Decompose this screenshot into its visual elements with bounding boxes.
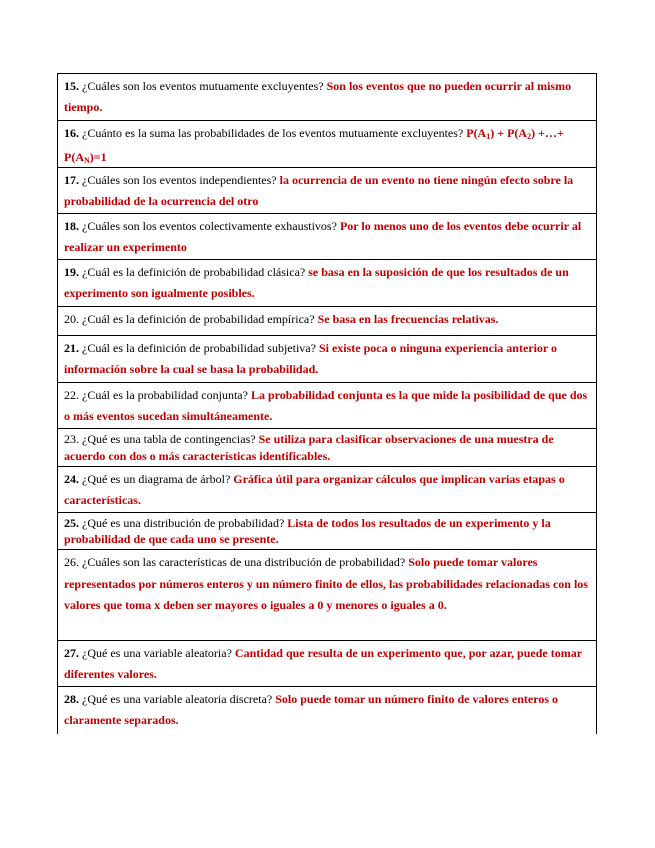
answer-text: Se basa en las frecuencias relativas.	[317, 312, 499, 326]
question-text: ¿Qué es una variable aleatoria discreta?	[82, 692, 273, 706]
question-text: ¿Qué es una tabla de contingencias?	[82, 432, 256, 446]
question-text: ¿Cuáles son las características de una distribución de probabilidad?	[82, 555, 406, 569]
answer-text: Cantidad que resulta de un experimento que, por azar, puede tomar diferentes valores.	[64, 646, 582, 681]
qa-row-19	[57, 260, 597, 307]
answer-text: la ocurrencia de un evento no tiene ningún efecto sobre la probabilidad de la ocurrencia del otro	[64, 173, 574, 208]
qa-row-22	[57, 383, 597, 429]
qa-row-28	[57, 687, 597, 734]
item-number: 23.	[64, 432, 79, 446]
answer-text: Por lo menos uno de los eventos debe ocurrir al realizar un experimento	[64, 219, 582, 254]
question-text: ¿Qué es un diagrama de árbol?	[82, 472, 231, 486]
qa-row-20	[57, 307, 597, 336]
item-number: 25.	[64, 516, 79, 530]
answer-text: se basa en la suposición de que los resultados de un experimento son igualmente posibles.	[64, 265, 569, 300]
qa-row-18	[57, 214, 597, 260]
question-text: ¿Cuáles son los eventos independientes?	[82, 173, 277, 187]
answer-text: Solo puede tomar valores representados por números enteros y un número finito de ellos, las probabilidades relacionadas con los valores que toma x deben ser mayores o iguales a 0 y menores o iguales a 0.	[64, 555, 588, 612]
item-number: 15.	[64, 79, 79, 93]
question-text: ¿Cuáles son los eventos mutuamente excluyentes?	[82, 79, 324, 93]
question-text: ¿Cuál es la probabilidad conjunta?	[82, 388, 248, 402]
answer-text: $P(A_1) + P(A_2)$ +…+ $P(A_N)=1$	[64, 126, 564, 165]
qa-row-16	[57, 121, 597, 168]
item-number: 28.	[64, 692, 79, 706]
question-text: ¿Cuánto es la suma las probabilidades de los eventos mutuamente excluyentes?	[82, 126, 464, 140]
qa-row-15	[57, 74, 597, 121]
item-number: 26.	[64, 555, 79, 569]
answer-text: Si existe poca o ninguna experiencia anterior o información sobre la cual se basa la probabilidad.	[64, 341, 558, 376]
question-text: ¿Cuál es la definición de probabilidad empírica?	[82, 312, 315, 326]
item-number: 21.	[64, 341, 79, 355]
qa-row-21	[57, 336, 597, 383]
qa-row-24	[57, 467, 597, 513]
question-text: ¿Cuál es la definición de probabilidad clásica?	[82, 265, 306, 279]
item-number: 19.	[64, 265, 79, 279]
answer-text: Son los eventos que no pueden ocurrir al mismo tiempo.	[64, 79, 572, 114]
question-text: ¿Cuáles son los eventos colectivamente exhaustivos?	[82, 219, 337, 233]
question-text: ¿Qué es una variable aleatoria?	[82, 646, 232, 660]
qa-row-23	[57, 429, 597, 467]
item-number: 18.	[64, 219, 79, 233]
item-number: 27.	[64, 646, 79, 660]
answer-text: La probabilidad conjunta es la que mide la posibilidad de que dos o más eventos sucedan simultáneamente.	[64, 388, 588, 423]
item-number: 22.	[64, 388, 79, 402]
question-text: ¿Cuál es la definición de probabilidad subjetiva?	[82, 341, 316, 355]
answer-text: Se utiliza para clasificar observaciones de una muestra de acuerdo con dos o más características identificables.	[64, 432, 554, 463]
item-number: 16.	[64, 126, 79, 140]
item-number: 17.	[64, 173, 79, 187]
answer-text: Solo puede tomar un número finito de valores enteros o claramente separados.	[64, 692, 559, 727]
item-number: 20.	[64, 312, 79, 326]
answer-text: Lista de todos los resultados de un experimento y la probabilidad de que cada uno se presente.	[64, 516, 551, 546]
qa-table	[57, 73, 597, 734]
qa-row-25	[57, 513, 597, 550]
item-number: 24.	[64, 472, 79, 486]
qa-row-26	[57, 550, 597, 641]
answer-text: Gráfica útil para organizar cálculos que implican varias etapas o características.	[64, 472, 565, 507]
qa-row-17	[57, 168, 597, 214]
qa-row-27	[57, 641, 597, 687]
question-text: ¿Qué es una distribución de probabilidad?	[82, 516, 285, 530]
